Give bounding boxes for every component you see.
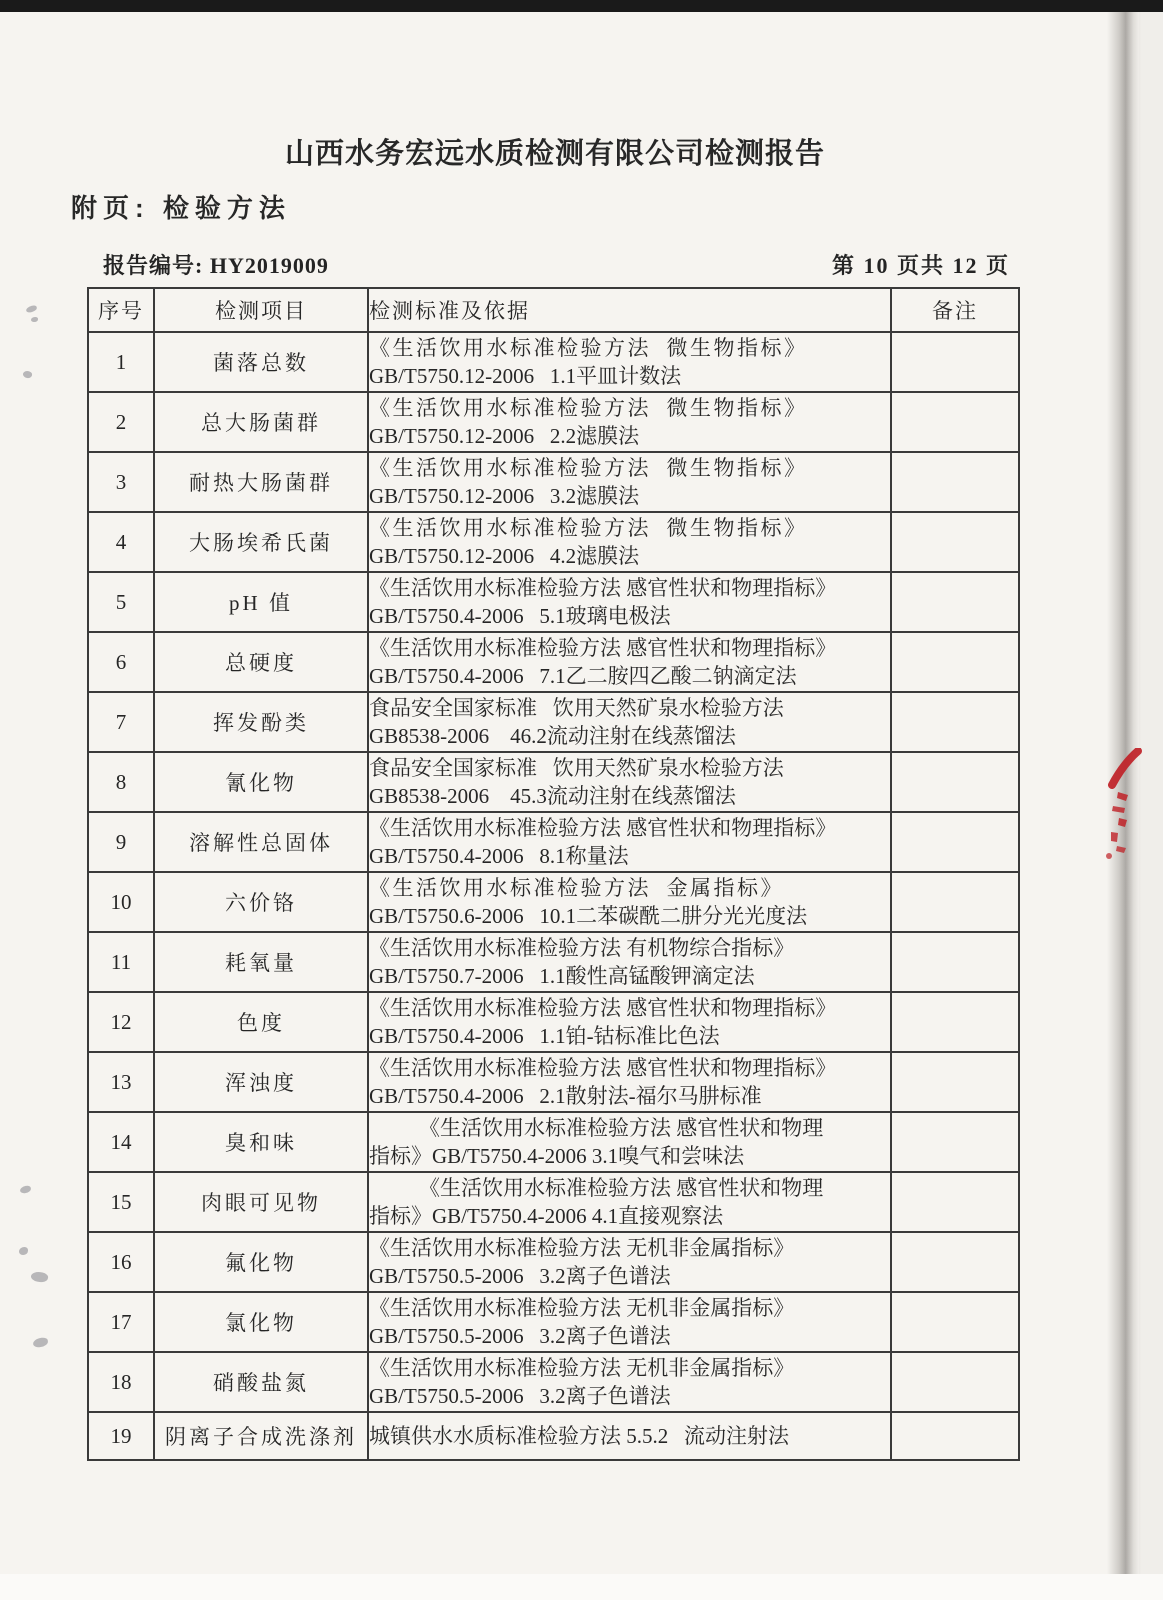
standard-line-1: 《生活饮用水标准检验方法 微生物指标》	[369, 336, 808, 360]
row-number-cell: 1	[88, 332, 154, 392]
row-number-cell: 11	[88, 932, 154, 992]
standard-line-2: GB/T5750.4-2006 7.1乙二胺四乙酸二钠滴定法	[369, 664, 797, 688]
standard-line-1: 食品安全国家标准 饮用天然矿泉水检验方法	[369, 756, 784, 780]
test-standard-cell	[368, 392, 891, 452]
test-standard-cell	[368, 512, 891, 572]
paper-speck	[32, 1337, 48, 1348]
note-cell	[891, 1292, 1019, 1352]
row-number-cell: 10	[88, 872, 154, 932]
methods-table	[87, 287, 1020, 1461]
paper-speck	[31, 317, 38, 322]
scan-bottom-edge	[0, 1574, 1163, 1600]
row-number-cell: 14	[88, 1112, 154, 1172]
test-standard-cell	[368, 812, 891, 872]
note-cell	[891, 872, 1019, 932]
standard-line-2: GB/T5750.6-2006 10.1二苯碳酰二肼分光光度法	[369, 904, 808, 928]
standard-line-1: 《生活饮用水标准检验方法 金属指标》	[369, 876, 784, 900]
standard-line-1: 《生活饮用水标准检验方法 有机物综合指标》	[369, 936, 795, 960]
note-cell	[891, 1412, 1019, 1460]
standard-line-2: GB/T5750.5-2006 3.2离子色谱法	[369, 1264, 671, 1288]
row-number-cell: 5	[88, 572, 154, 632]
test-standard-cell	[368, 572, 891, 632]
standard-line-1: 《生活饮用水标准检验方法 感官性状和物理指标》	[369, 996, 837, 1020]
standard-line-1: 《生活饮用水标准检验方法 感官性状和物理	[419, 1116, 824, 1140]
standard-line-2: GB/T5750.4-2006 5.1玻璃电极法	[369, 604, 671, 628]
row-number-cell: 8	[88, 752, 154, 812]
standard-line-1: 《生活饮用水标准检验方法 微生物指标》	[369, 516, 808, 540]
test-standard-cell	[368, 752, 891, 812]
col-header-standard: 检测标准及依据	[368, 288, 891, 332]
standard-line-2: GB/T5750.7-2006 1.1酸性高锰酸钾滴定法	[369, 964, 755, 988]
table-body	[88, 332, 1019, 1460]
test-item-cell: 浑浊度	[154, 1052, 368, 1112]
test-standard-cell	[368, 872, 891, 932]
test-standard-cell	[368, 1232, 891, 1292]
standard-line-2: GB/T5750.12-2006 4.2滤膜法	[369, 544, 640, 568]
table-row	[88, 392, 1019, 452]
standard-line-1: 《生活饮用水标准检验方法 无机非金属指标》	[369, 1236, 795, 1260]
standard-line-2: 指标》GB/T5750.4-2006 3.1嗅气和尝味法	[369, 1144, 745, 1168]
standard-line-2: GB8538-2006 46.2流动注射在线蒸馏法	[369, 724, 736, 748]
table-row	[88, 512, 1019, 572]
test-standard-cell	[368, 1352, 891, 1412]
row-number-cell: 15	[88, 1172, 154, 1232]
standard-line-1: 《生活饮用水标准检验方法 无机非金属指标》	[369, 1296, 795, 1320]
row-number-cell: 4	[88, 512, 154, 572]
table-row	[88, 872, 1019, 932]
test-standard-cell	[368, 992, 891, 1052]
test-standard-cell	[368, 332, 891, 392]
test-item-cell: 臭和味	[154, 1112, 368, 1172]
page-title: 山西水务宏远水质检测有限公司检测报告	[284, 138, 825, 170]
paper-speck	[25, 305, 37, 314]
scan-right-margin	[1139, 12, 1163, 1600]
note-cell	[891, 992, 1019, 1052]
test-item-cell: 氰化物	[154, 752, 368, 812]
test-item-cell: 总硬度	[154, 632, 368, 692]
standard-line-1: 《生活饮用水标准检验方法 感官性状和物理指标》	[369, 576, 837, 600]
table-row	[88, 1172, 1019, 1232]
table-row	[88, 632, 1019, 692]
row-number-cell: 7	[88, 692, 154, 752]
note-cell	[891, 932, 1019, 992]
standard-line-2: GB/T5750.12-2006 3.2滤膜法	[369, 484, 640, 508]
test-item-cell: 肉眼可见物	[154, 1172, 368, 1232]
standard-line-1: 《生活饮用水标准检验方法 微生物指标》	[369, 396, 808, 420]
row-number-cell: 2	[88, 392, 154, 452]
standard-line-1: 《生活饮用水标准检验方法 感官性状和物理	[419, 1176, 824, 1200]
standard-line-2: GB/T5750.12-2006 1.1平皿计数法	[369, 364, 682, 388]
table-row	[88, 1052, 1019, 1112]
col-header-item: 检测项目	[154, 288, 368, 332]
table-row	[88, 992, 1019, 1052]
test-item-cell: 硝酸盐氮	[154, 1352, 368, 1412]
table-row	[88, 1352, 1019, 1412]
test-item-cell: 氟化物	[154, 1232, 368, 1292]
table-row	[88, 752, 1019, 812]
test-item-cell: 氯化物	[154, 1292, 368, 1352]
red-stamp-fragment-icon	[1100, 748, 1142, 868]
standard-line-1: 《生活饮用水标准检验方法 感官性状和物理指标》	[369, 636, 837, 660]
table-header-row	[88, 288, 1019, 332]
note-cell	[891, 1172, 1019, 1232]
test-item-cell: 耗氧量	[154, 932, 368, 992]
attachment-subtitle: 附页: 检验方法	[71, 193, 291, 223]
standard-line-2: GB/T5750.12-2006 2.2滤膜法	[369, 424, 640, 448]
standard-line-1: 《生活饮用水标准检验方法 微生物指标》	[369, 456, 808, 480]
test-standard-cell	[368, 1292, 891, 1352]
paper-speck	[22, 370, 33, 380]
meta-row	[103, 249, 1010, 280]
paper-speck	[30, 1270, 49, 1283]
col-header-no: 序号	[88, 288, 154, 332]
test-standard-cell	[368, 1412, 891, 1460]
standard-line-2: GB/T5750.4-2006 2.1散射法-福尔马肼标准	[369, 1084, 762, 1108]
table-row	[88, 692, 1019, 752]
standard-line-2: GB8538-2006 45.3流动注射在线蒸馏法	[369, 784, 736, 808]
scan-top-edge	[0, 0, 1163, 12]
row-number-cell: 3	[88, 452, 154, 512]
test-item-cell: 溶解性总固体	[154, 812, 368, 872]
standard-line-1: 《生活饮用水标准检验方法 无机非金属指标》	[369, 1356, 795, 1380]
note-cell	[891, 752, 1019, 812]
test-item-cell: 六价铬	[154, 872, 368, 932]
row-number-cell: 17	[88, 1292, 154, 1352]
standard-line-2: GB/T5750.4-2006 1.1铂-钴标准比色法	[369, 1024, 720, 1048]
note-cell	[891, 392, 1019, 452]
note-cell	[891, 1232, 1019, 1292]
test-standard-cell	[368, 1112, 891, 1172]
note-cell	[891, 692, 1019, 752]
row-number-cell: 9	[88, 812, 154, 872]
test-item-cell: pH 值	[154, 572, 368, 632]
standard-line-1: 城镇供水水质标准检验方法 5.5.2 流动注射法	[369, 1424, 789, 1448]
note-cell	[891, 332, 1019, 392]
table-row	[88, 932, 1019, 992]
paper-speck	[19, 1185, 31, 1194]
row-number-cell: 13	[88, 1052, 154, 1112]
table-row	[88, 1292, 1019, 1352]
standard-line-2: GB/T5750.5-2006 3.2离子色谱法	[369, 1384, 671, 1408]
test-item-cell: 菌落总数	[154, 332, 368, 392]
standard-line-1: 食品安全国家标准 饮用天然矿泉水检验方法	[369, 696, 784, 720]
table-row	[88, 812, 1019, 872]
page-indicator: 第 10 页共 12 页	[831, 253, 1010, 278]
test-item-cell: 耐热大肠菌群	[154, 452, 368, 512]
standard-line-1: 《生活饮用水标准检验方法 感官性状和物理指标》	[369, 1056, 837, 1080]
table-row	[88, 1412, 1019, 1460]
test-standard-cell	[368, 692, 891, 752]
test-standard-cell	[368, 932, 891, 992]
test-standard-cell	[368, 1172, 891, 1232]
table-row	[88, 452, 1019, 512]
note-cell	[891, 452, 1019, 512]
row-number-cell: 6	[88, 632, 154, 692]
note-cell	[891, 572, 1019, 632]
row-number-cell: 12	[88, 992, 154, 1052]
note-cell	[891, 512, 1019, 572]
test-standard-cell	[368, 452, 891, 512]
test-item-cell: 总大肠菌群	[154, 392, 368, 452]
row-number-cell: 19	[88, 1412, 154, 1460]
note-cell	[891, 1052, 1019, 1112]
test-item-cell: 阴离子合成洗涤剂	[154, 1412, 368, 1460]
standard-line-2: GB/T5750.5-2006 3.2离子色谱法	[369, 1324, 671, 1348]
col-header-note: 备注	[891, 288, 1019, 332]
note-cell	[891, 1352, 1019, 1412]
paper-speck	[19, 1247, 28, 1255]
standard-line-1: 《生活饮用水标准检验方法 感官性状和物理指标》	[369, 816, 837, 840]
note-cell	[891, 1112, 1019, 1172]
table-row	[88, 1232, 1019, 1292]
test-item-cell: 色度	[154, 992, 368, 1052]
table-row	[88, 1112, 1019, 1172]
note-cell	[891, 812, 1019, 872]
standard-line-2: 指标》GB/T5750.4-2006 4.1直接观察法	[369, 1204, 724, 1228]
note-cell	[891, 632, 1019, 692]
row-number-cell: 18	[88, 1352, 154, 1412]
test-standard-cell	[368, 1052, 891, 1112]
standard-line-2: GB/T5750.4-2006 8.1称量法	[369, 844, 629, 868]
test-standard-cell	[368, 632, 891, 692]
test-item-cell: 大肠埃希氏菌	[154, 512, 368, 572]
row-number-cell: 16	[88, 1232, 154, 1292]
report-number: 报告编号: HY2019009	[103, 253, 329, 278]
table-row	[88, 572, 1019, 632]
test-item-cell: 挥发酚类	[154, 692, 368, 752]
table-row	[88, 332, 1019, 392]
